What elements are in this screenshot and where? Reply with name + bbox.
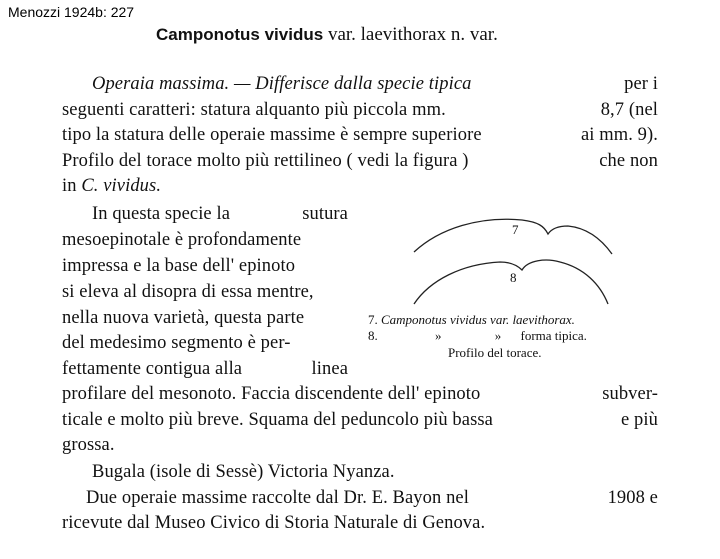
p1-l2-a: seguenti caratteri: statura alquanto più piccola mm.	[62, 100, 446, 120]
p1-l4-b: che non	[599, 151, 658, 171]
locality-text: Bugala (isole di Sessè) Victoria Nyanza.	[92, 462, 395, 482]
p1-l1-b: per i	[624, 74, 658, 94]
p2-l2: mesoepinotale è profondamente	[62, 230, 302, 250]
p1-l5-prefix: in	[62, 176, 77, 196]
caption-line-1	[368, 312, 575, 328]
p1-line	[62, 74, 658, 95]
p2-l9-a: ticale e molto più breve. Squama del peduncolo più bassa	[62, 410, 493, 430]
page-title	[156, 24, 596, 46]
p2-l8-b: subver-	[602, 384, 658, 404]
caption-ditto-1: »	[435, 328, 442, 343]
caption-line-3: Profilo del torace.	[448, 345, 542, 360]
p2-line	[62, 230, 348, 251]
collection-line	[62, 488, 658, 509]
p2-line: grossa.	[62, 435, 115, 455]
p2-line	[62, 308, 348, 329]
p2-line	[92, 204, 348, 225]
p2-l7-a: fettamente contigua alla	[62, 359, 243, 379]
p2-l3: impressa e la base dell' epinoto	[62, 256, 296, 276]
p1-line	[62, 100, 658, 121]
p2-line	[62, 384, 658, 405]
p2-l9-b: e più	[621, 410, 658, 430]
p2-l6: del medesimo segmento è per-	[62, 333, 291, 353]
caption-num-8: 8.	[368, 328, 378, 343]
p1-l3-a: tipo la statura delle operaie massime è sempre superiore	[62, 125, 482, 145]
p2-line	[62, 359, 348, 380]
p2-line	[62, 410, 658, 431]
p2-l1-a: In questa specie la	[92, 204, 231, 224]
caption-line-2	[368, 328, 587, 344]
reference-label: Menozzi 1924b: 227	[8, 4, 135, 20]
thorax-profile-figure	[400, 210, 630, 320]
p2-l7-b: linea	[311, 359, 348, 379]
p2-l5: nella nuova varietà, questa parte	[62, 308, 305, 328]
p2-l8-a: profilare del mesonoto. Faccia discendente dell' epinoto	[62, 384, 481, 404]
p1-l4-a: Profilo del torace molto più rettilineo ( vedi la figura )	[62, 151, 469, 171]
title-species: Camponotus vividus	[156, 25, 324, 44]
p1-l3-b: ai mm. 9).	[580, 125, 658, 145]
title-variety: var. laevithorax n. var.	[327, 24, 498, 45]
caption-ditto-2: »	[494, 328, 502, 343]
p2-line	[62, 256, 348, 277]
collection-l1-a: Due operaie massime raccolte dal Dr. E. Bayon nel	[86, 488, 469, 508]
p1-line	[62, 151, 658, 172]
p1-l2-b: 8,7 (nel	[600, 100, 658, 120]
p2-l1-b: sutura	[302, 204, 348, 224]
p1-line	[62, 125, 658, 146]
collection-line: ricevute dal Museo Civico di Storia Naturale di Genova.	[62, 513, 486, 533]
collection-l1-b: 1908 e	[607, 488, 658, 508]
p2-l4: si eleva al disopra di essa mentre,	[62, 282, 314, 302]
caption-typical: forma tipica.	[520, 328, 587, 343]
caption-num-7: 7.	[368, 312, 378, 327]
p1-line	[62, 176, 161, 197]
p2-line	[62, 282, 348, 303]
figure-label-7: 7	[512, 222, 519, 237]
caption-species: Camponotus vividus var. laevithorax.	[381, 312, 575, 327]
figure-label-8: 8	[510, 270, 517, 285]
p1-l1-a: Operaia massima. — Differisce dalla specie tipica	[92, 74, 472, 94]
p2-line	[62, 333, 348, 354]
p1-l5-species: C. vividus.	[81, 176, 162, 196]
